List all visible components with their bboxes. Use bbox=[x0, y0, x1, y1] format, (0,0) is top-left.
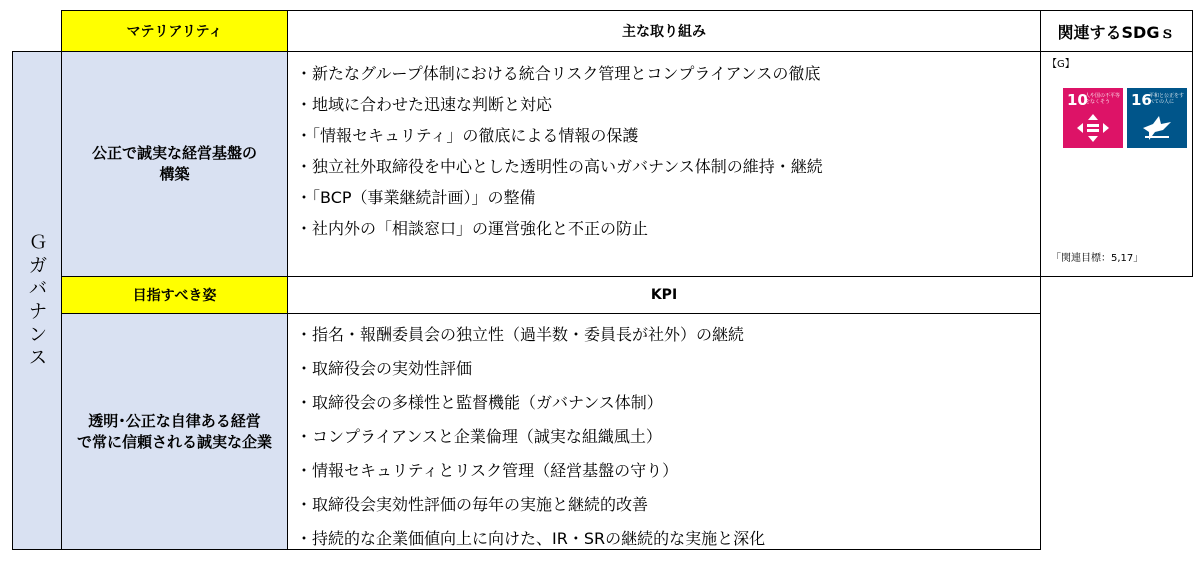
related-sdgs-header-label: 関連するSDGｓ bbox=[1057, 22, 1176, 42]
effort-item: ・社内外の「相談窓口」の運営強化と不正の防止 bbox=[296, 219, 649, 238]
materiality-header bbox=[61, 10, 288, 52]
dove-icon bbox=[1141, 114, 1173, 142]
category-cell bbox=[12, 51, 62, 550]
effort-item: ・「情報セキュリティ」の徹底による情報の保護 bbox=[296, 126, 639, 145]
equality-icon bbox=[1077, 114, 1109, 142]
related-sdgs-header bbox=[1040, 10, 1193, 52]
efforts-cell bbox=[287, 51, 1041, 277]
kpi-item: ・情報セキュリティとリスク管理（経営基盤の守り） bbox=[296, 461, 679, 480]
goal-state-header-label: 目指すべき姿 bbox=[132, 288, 217, 304]
category-label: Ｇガバナンス bbox=[25, 231, 48, 370]
effort-item: ・新たなグループ体制における統合リスク管理とコンプライアンスの徹底 bbox=[296, 64, 821, 83]
effort-item: ・独立社外取締役を中心とした透明性の高いガバナンス体制の維持・継続 bbox=[296, 157, 823, 176]
sdg-16-number: 16 bbox=[1131, 91, 1152, 109]
sdg-16-icon bbox=[1127, 88, 1187, 148]
kpi-item: ・取締役会の多様性と監督機能（ガバナンス体制） bbox=[296, 393, 663, 412]
main-efforts-header-label: 主な取り組み bbox=[622, 24, 706, 40]
kpi-item: ・指名・報酬委員会の独立性（過半数・委員長が社外）の継続 bbox=[296, 325, 745, 344]
kpi-cell bbox=[287, 313, 1041, 550]
sdg-16-caption: 平和と公正をすべての人に bbox=[1149, 93, 1185, 105]
goal-state-text: 透明･公正な自律ある経営 で常に信頼される誠実な企業 bbox=[76, 411, 272, 451]
sdgs-tag: 【G】 bbox=[1047, 59, 1075, 70]
kpi-item: ・取締役会実効性評価の毎年の実施と継続的改善 bbox=[296, 495, 649, 514]
related-goals: 「関連目標：5,17」 bbox=[1051, 253, 1144, 264]
materiality-header-label: マテリアリティ bbox=[126, 24, 223, 40]
sdg-10-icon bbox=[1063, 88, 1123, 148]
sdg-10-number: 10 bbox=[1067, 91, 1088, 109]
main-efforts-header bbox=[287, 10, 1041, 52]
effort-item: ・「BCP（事業継続計画）」の整備 bbox=[296, 188, 536, 207]
kpi-list bbox=[296, 318, 765, 556]
goal-state-cell bbox=[61, 313, 288, 550]
efforts-list bbox=[296, 58, 823, 244]
effort-item: ・地域に合わせた迅速な判断と対応 bbox=[296, 95, 553, 114]
materiality-cell bbox=[61, 51, 288, 277]
sdg-10-caption: 人や国の不平等をなくそう bbox=[1085, 93, 1121, 105]
kpi-item: ・持続的な企業価値向上に向けた、IR・SRの継続的な実施と深化 bbox=[296, 529, 766, 548]
kpi-item: ・コンプライアンスと企業倫理（誠実な組織風土） bbox=[296, 427, 662, 446]
goal-state-header bbox=[61, 276, 288, 314]
kpi-header bbox=[287, 276, 1041, 314]
materiality-text: 公正で誠実な経営基盤の 構築 bbox=[91, 144, 257, 183]
kpi-header-label: KPI bbox=[650, 287, 678, 303]
sdgs-cell bbox=[1040, 51, 1193, 277]
kpi-item: ・取締役会の実効性評価 bbox=[296, 359, 473, 378]
